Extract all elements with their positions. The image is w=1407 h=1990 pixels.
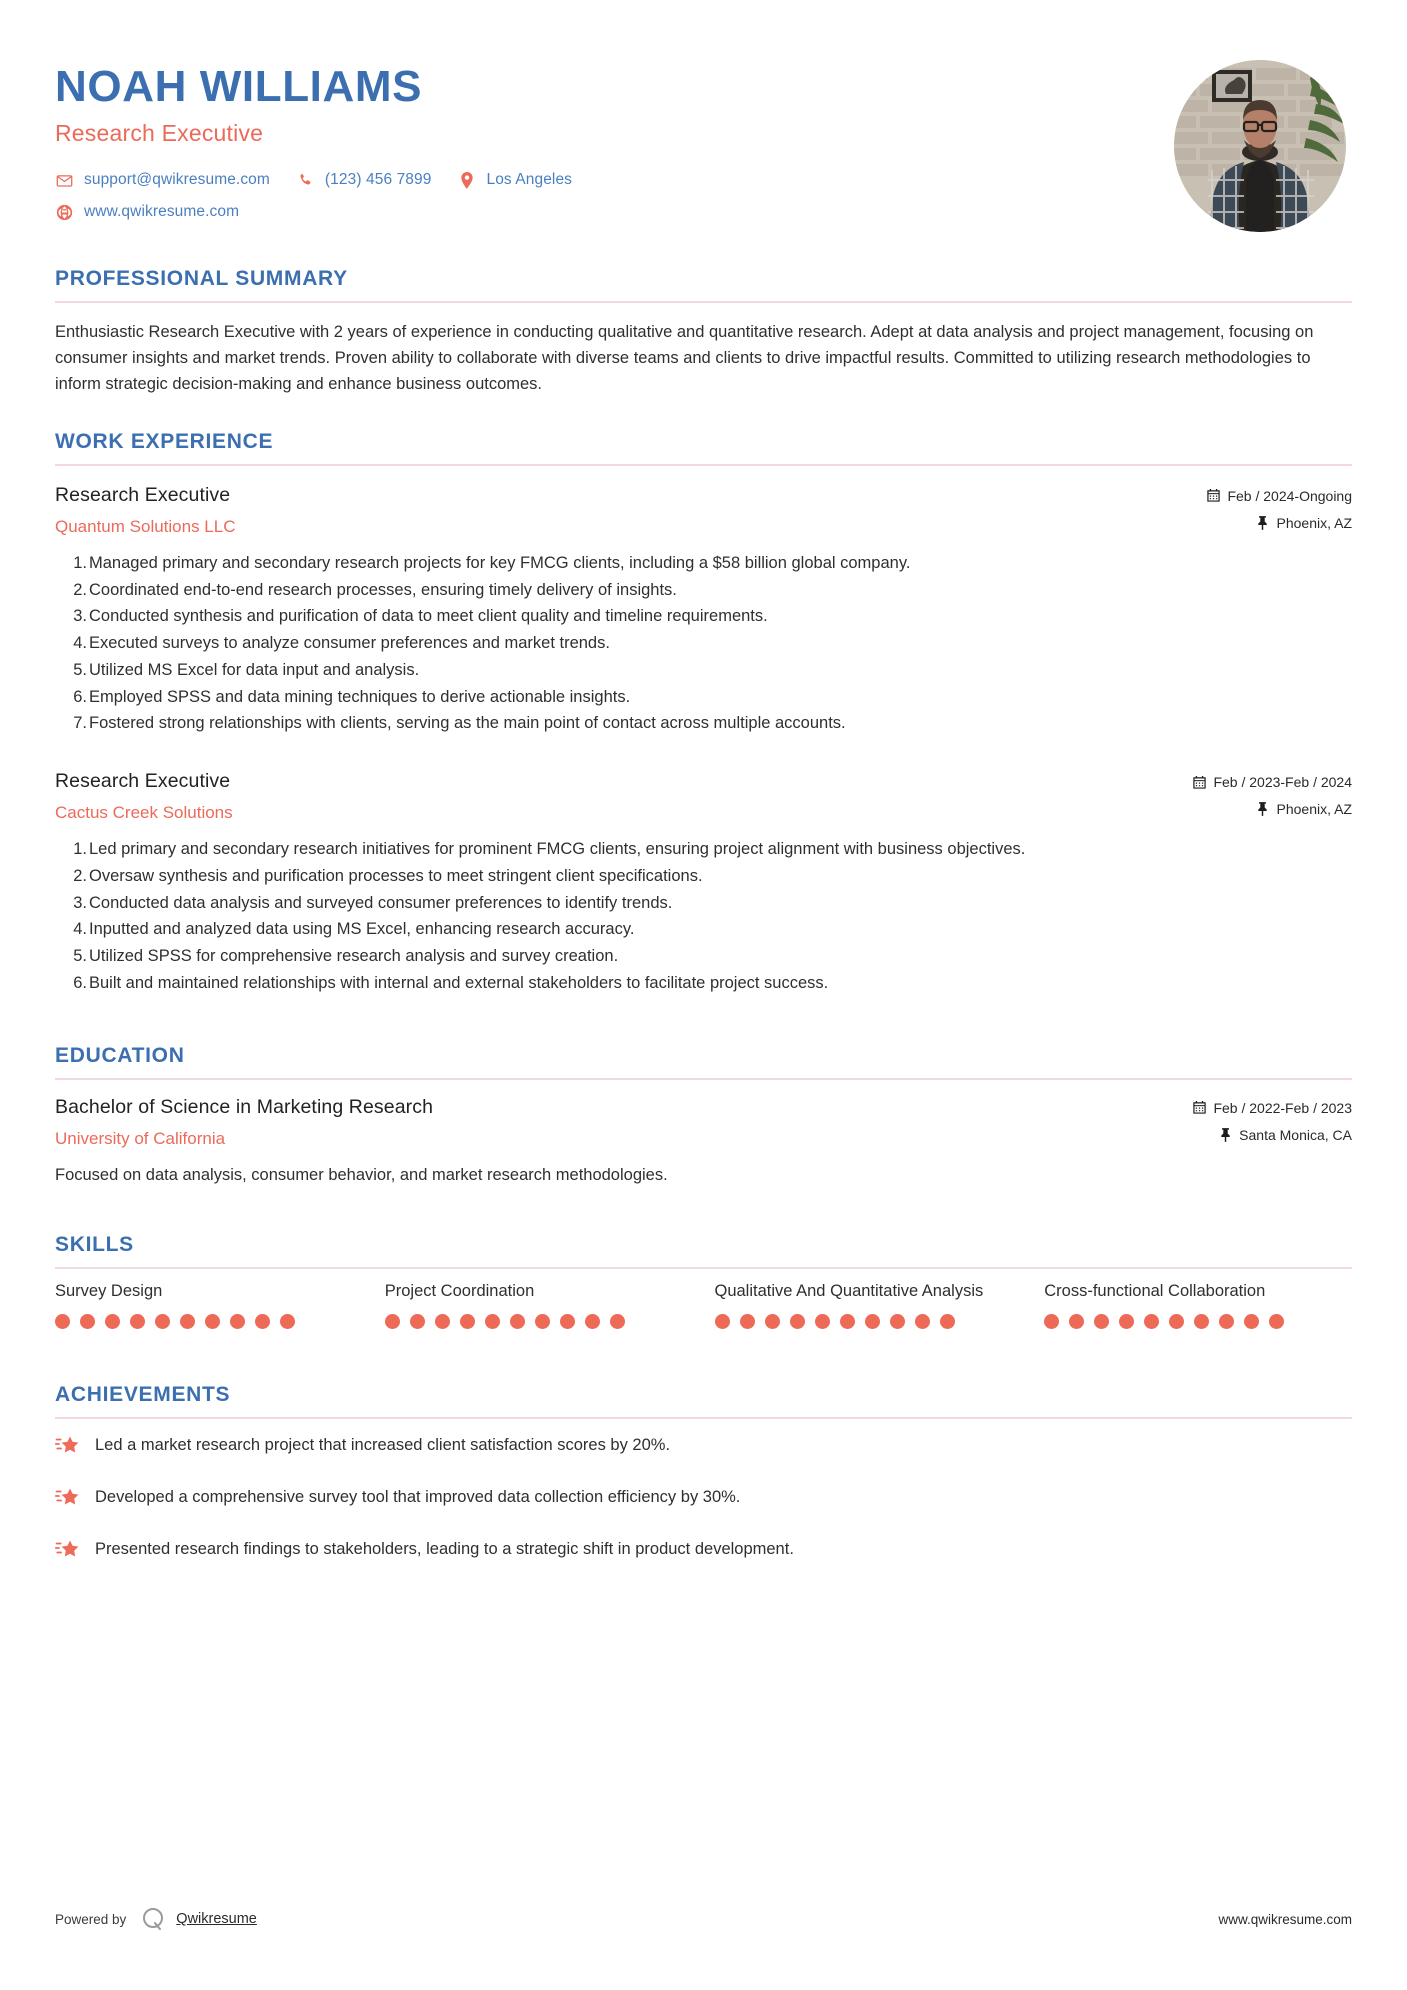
skill-item bbox=[1044, 1281, 1352, 1329]
rating-dot bbox=[890, 1314, 905, 1329]
header-left-column bbox=[55, 58, 1174, 235]
education-entry-header bbox=[55, 1096, 1352, 1149]
avatar bbox=[1174, 60, 1346, 232]
bullet-item: Led primary and secondary research initiatives for prominent FMCG clients, ensuring project alignment with business objectives. bbox=[89, 840, 1026, 859]
rating-dot bbox=[460, 1314, 475, 1329]
skill-item bbox=[55, 1281, 363, 1329]
rating-dot bbox=[1169, 1314, 1184, 1329]
section-title-summary: PROFESSIONAL SUMMARY bbox=[55, 266, 348, 290]
rating-dot bbox=[815, 1314, 830, 1329]
section-divider bbox=[55, 301, 1352, 303]
bullet-item: Executed surveys to analyze consumer preferences and market trends. bbox=[89, 634, 610, 653]
globe-icon bbox=[55, 203, 74, 222]
bullet-item: Oversaw synthesis and purification processes to meet stringent client specifications. bbox=[89, 866, 703, 885]
rating-dot bbox=[435, 1314, 450, 1329]
section-divider bbox=[55, 1417, 1352, 1419]
experience-bullets bbox=[55, 551, 1352, 736]
contact-row-secondary bbox=[55, 203, 1174, 222]
section-title-education: EDUCATION bbox=[55, 1043, 185, 1067]
profile-photo bbox=[1174, 60, 1346, 232]
contact-row-primary bbox=[55, 171, 1174, 190]
bullet-item: Built and maintained relationships with internal and external stakeholders to facilitate project success. bbox=[89, 973, 829, 992]
rating-dot bbox=[1194, 1314, 1209, 1329]
achievement-text: Developed a comprehensive survey tool that improved data collection efficiency by 30%. bbox=[95, 1488, 741, 1507]
bullet-item: Coordinated end-to-end research processes, ensuring timely delivery of insights. bbox=[89, 580, 677, 599]
section-divider bbox=[55, 1267, 1352, 1269]
calendar-icon bbox=[1192, 1101, 1206, 1115]
contact-phone-text: (123) 456 7899 bbox=[324, 171, 432, 189]
rating-dot bbox=[840, 1314, 855, 1329]
section-education bbox=[55, 1044, 1352, 1188]
education-dates-text: Feb / 2022-Feb / 2023 bbox=[1213, 1099, 1352, 1116]
experience-entry-left bbox=[55, 484, 1142, 537]
contact-website[interactable] bbox=[55, 203, 239, 222]
experience-location bbox=[1142, 515, 1352, 531]
envelope-icon bbox=[55, 171, 74, 190]
achievements-list bbox=[55, 1433, 1352, 1561]
pushpin-icon bbox=[1256, 516, 1270, 530]
rating-dot bbox=[485, 1314, 500, 1329]
footer-brand-link[interactable]: Qwikresume bbox=[176, 1911, 257, 1927]
rating-dot bbox=[1069, 1314, 1084, 1329]
skill-item bbox=[715, 1281, 1023, 1329]
rating-dot bbox=[55, 1314, 70, 1329]
contact-location-text: Los Angeles bbox=[486, 171, 573, 189]
page-footer bbox=[55, 1906, 1352, 1932]
skill-item bbox=[385, 1281, 693, 1329]
rating-dot bbox=[230, 1314, 245, 1329]
rating-dot bbox=[790, 1314, 805, 1329]
shooting-star-icon bbox=[55, 1483, 81, 1509]
rating-dot bbox=[385, 1314, 400, 1329]
summary-text: Enthusiastic Research Executive with 2 years of experience in conducting qualitative and quantitative research. Adept at data analysis and project management, focusing on consumer insights and market trends. Proven ability to collaborate with diverse teams and clients to drive impactful results. Committed to utilizing research methodologies to inform strategic decision-making and enhance business outcomes. bbox=[55, 322, 1314, 394]
rating-dot bbox=[1044, 1314, 1059, 1329]
skill-rating-dots bbox=[1044, 1314, 1352, 1329]
contact-email[interactable] bbox=[55, 171, 270, 190]
education-location-text: Santa Monica, CA bbox=[1239, 1126, 1352, 1143]
contact-website-text: www.qwikresume.com bbox=[84, 203, 240, 221]
experience-organization: Quantum Solutions LLC bbox=[55, 516, 236, 536]
rating-dot bbox=[765, 1314, 780, 1329]
contact-block bbox=[55, 171, 1174, 222]
skill-rating-dots bbox=[715, 1314, 1023, 1329]
qwikresume-logo-icon bbox=[140, 1906, 166, 1932]
education-entry-meta bbox=[1142, 1096, 1352, 1143]
rating-dot bbox=[535, 1314, 550, 1329]
shooting-star-icon bbox=[55, 1535, 81, 1561]
education-note: Focused on data analysis, consumer behavior, and market research methodologies. bbox=[55, 1165, 668, 1184]
bullet-item: Conducted data analysis and surveyed consumer preferences to identify trends. bbox=[89, 893, 673, 912]
rating-dot bbox=[255, 1314, 270, 1329]
experience-entry bbox=[55, 770, 1352, 996]
powered-by-label: Powered by bbox=[55, 1911, 127, 1927]
section-title-achievements: ACHIEVEMENTS bbox=[55, 1383, 231, 1407]
rating-dot bbox=[205, 1314, 220, 1329]
calendar-icon bbox=[1206, 489, 1220, 503]
experience-entry-meta bbox=[1142, 484, 1352, 531]
map-pin-icon bbox=[457, 171, 476, 190]
pushpin-icon bbox=[1256, 802, 1270, 816]
skill-label: Qualitative And Quantitative Analysis bbox=[714, 1282, 984, 1301]
calendar-icon bbox=[1192, 775, 1206, 789]
rating-dot bbox=[560, 1314, 575, 1329]
experience-entry-left bbox=[55, 770, 1142, 823]
rating-dot bbox=[280, 1314, 295, 1329]
bullet-item: Managed primary and secondary research projects for key FMCG clients, including a $58 billion global company. bbox=[89, 553, 911, 572]
shooting-star-icon bbox=[55, 1431, 81, 1457]
education-degree: Bachelor of Science in Marketing Research bbox=[55, 1095, 434, 1118]
footer-branding bbox=[55, 1906, 257, 1932]
experience-entry-header bbox=[55, 770, 1352, 823]
contact-email-text: support@qwikresume.com bbox=[84, 171, 270, 189]
experience-organization: Cactus Creek Solutions bbox=[55, 803, 233, 823]
experience-dates-text: Feb / 2024-Ongoing bbox=[1227, 487, 1352, 504]
section-title-skills: SKILLS bbox=[55, 1233, 134, 1257]
footer-website[interactable]: www.qwikresume.com bbox=[1218, 1911, 1352, 1927]
experience-entry-header bbox=[55, 484, 1352, 537]
rating-dot bbox=[1144, 1314, 1159, 1329]
achievement-item bbox=[55, 1537, 1352, 1562]
education-location bbox=[1142, 1127, 1352, 1143]
bullet-item: Conducted synthesis and purification of data to meet client quality and timeline requirements. bbox=[89, 607, 768, 626]
bullet-item: Inputted and analyzed data using MS Excel, enhancing research accuracy. bbox=[89, 920, 635, 939]
rating-dot bbox=[1219, 1314, 1234, 1329]
rating-dot bbox=[865, 1314, 880, 1329]
rating-dot bbox=[585, 1314, 600, 1329]
bullet-item: Utilized MS Excel for data input and analysis. bbox=[89, 660, 420, 679]
experience-entry-meta bbox=[1142, 770, 1352, 817]
achievement-item bbox=[55, 1433, 1352, 1458]
section-achievements bbox=[55, 1383, 1352, 1561]
education-dates bbox=[1142, 1100, 1352, 1116]
skill-label: Survey Design bbox=[55, 1282, 163, 1301]
summary-body bbox=[55, 319, 1352, 398]
rating-dot bbox=[1119, 1314, 1134, 1329]
rating-dot bbox=[410, 1314, 425, 1329]
skills-grid bbox=[55, 1281, 1352, 1329]
experience-entry bbox=[55, 484, 1352, 736]
phone-icon bbox=[296, 171, 315, 190]
section-professional-summary bbox=[55, 267, 1352, 398]
rating-dot bbox=[105, 1314, 120, 1329]
education-entry bbox=[55, 1096, 1352, 1188]
achievement-text: Presented research findings to stakeholders, leading to a strategic shift in product development. bbox=[95, 1539, 794, 1558]
education-body bbox=[55, 1096, 1352, 1188]
rating-dot bbox=[1094, 1314, 1109, 1329]
bullet-item: Employed SPSS and data mining techniques to derive actionable insights. bbox=[89, 687, 631, 706]
experience-role: Research Executive bbox=[55, 770, 231, 793]
experience-dates bbox=[1142, 774, 1352, 790]
skill-label: Project Coordination bbox=[384, 1282, 535, 1301]
achievement-text: Led a market research project that increased client satisfaction scores by 20%. bbox=[95, 1436, 671, 1455]
section-work-experience bbox=[55, 430, 1352, 996]
education-institution: University of California bbox=[55, 1128, 226, 1148]
section-title-experience: WORK EXPERIENCE bbox=[55, 429, 274, 453]
rating-dot bbox=[915, 1314, 930, 1329]
rating-dot bbox=[1244, 1314, 1259, 1329]
experience-location bbox=[1142, 801, 1352, 817]
skill-rating-dots bbox=[385, 1314, 693, 1329]
experience-bullets bbox=[55, 837, 1352, 996]
achievement-item bbox=[55, 1485, 1352, 1510]
bullet-item: Fostered strong relationships with clients, serving as the main point of contact across multiple accounts. bbox=[89, 714, 846, 733]
rating-dot bbox=[1269, 1314, 1284, 1329]
pushpin-icon bbox=[1218, 1128, 1232, 1142]
rating-dot bbox=[180, 1314, 195, 1329]
education-entry-left bbox=[55, 1096, 1142, 1149]
resume-header bbox=[55, 40, 1352, 235]
rating-dot bbox=[155, 1314, 170, 1329]
rating-dot bbox=[130, 1314, 145, 1329]
rating-dot bbox=[610, 1314, 625, 1329]
section-divider bbox=[55, 1078, 1352, 1080]
rating-dot bbox=[80, 1314, 95, 1329]
section-skills bbox=[55, 1233, 1352, 1329]
rating-dot bbox=[715, 1314, 730, 1329]
experience-location-text: Phoenix, AZ bbox=[1276, 514, 1352, 531]
experience-dates-text: Feb / 2023-Feb / 2024 bbox=[1213, 774, 1352, 791]
section-divider bbox=[55, 464, 1352, 466]
page-title: NOAH WILLIAMS bbox=[55, 62, 423, 111]
bullet-item: Utilized SPSS for comprehensive research analysis and survey creation. bbox=[89, 947, 619, 966]
experience-dates bbox=[1142, 488, 1352, 504]
skill-rating-dots bbox=[55, 1314, 363, 1329]
rating-dot bbox=[510, 1314, 525, 1329]
skill-label: Cross-functional Collaboration bbox=[1044, 1282, 1266, 1301]
experience-body bbox=[55, 484, 1352, 996]
experience-role: Research Executive bbox=[55, 483, 231, 506]
contact-location bbox=[457, 171, 572, 190]
contact-phone[interactable] bbox=[296, 171, 432, 190]
job-title: Research Executive bbox=[55, 119, 264, 146]
rating-dot bbox=[740, 1314, 755, 1329]
rating-dot bbox=[940, 1314, 955, 1329]
experience-location-text: Phoenix, AZ bbox=[1276, 801, 1352, 818]
